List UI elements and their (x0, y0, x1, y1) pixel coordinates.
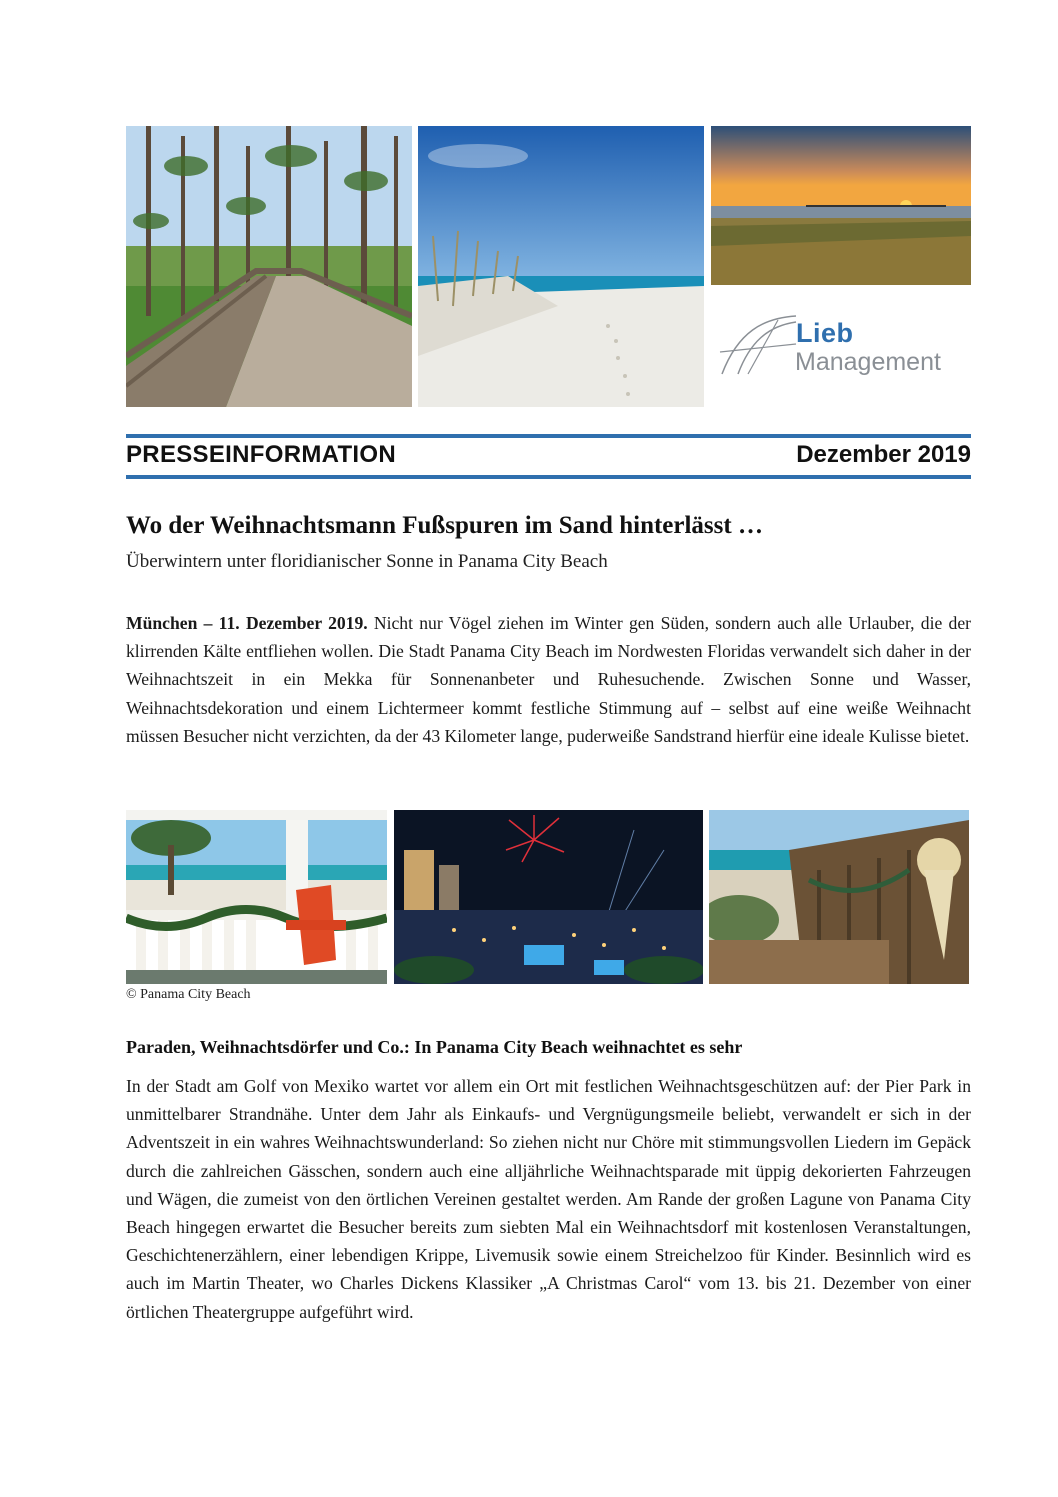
boardwalk-forest-photo (126, 126, 412, 407)
sunset-pier-photo (711, 126, 971, 285)
subheadline: Überwintern unter floridianischer Sonne in Panama City Beach (126, 551, 608, 572)
lieb-management-logo (718, 312, 968, 378)
header-rule-top (126, 434, 971, 438)
intro-text: Nicht nur Vögel ziehen im Winter gen Süden, sondern auch alle Urlauber, die der klirrenden Kälte entfliehen wollen. Die Stadt Panama City Beach im Nordwesten Floridas verwandelt sich daher in der Weihnachtszeit in ein Mekka für Sonnenanbeter und Ruhesuchende. Zwischen Sonne und Wasser, Weihnachtsdekoration und einem Lichtermeer kommt festliche Stimmung auf – selbst auf eine weiße Weihnacht müssen Besucher nicht verzichten, da der 43 Kilometer lange, puderweiße Sandstrand hierfür eine ideale Kulisse bietet. (126, 613, 971, 746)
decorated-railing-photo (709, 810, 969, 984)
white-sand-dune-photo (418, 126, 704, 407)
document-type-label: PRESSEINFORMATION (126, 441, 397, 468)
dateline: München – 11. Dezember 2019. (126, 613, 368, 633)
fireworks-night-photo (394, 810, 703, 984)
photo-caption: © Panama City Beach (126, 987, 251, 1002)
intro-paragraph (126, 609, 971, 750)
document-date: Dezember 2019 (796, 441, 971, 468)
logo-mark-icon (718, 312, 798, 378)
headline: Wo der Weihnachtsmann Fußspuren im Sand hinterlässt … (126, 512, 763, 539)
logo-text-primary: Lieb (796, 318, 854, 348)
logo-text-secondary: Management (795, 348, 941, 376)
section-paragraph: In der Stadt am Golf von Mexiko wartet vor allem ein Ort mit festlichen Weihnachtsgeschützen auf: der Pier Park in unmittelbarer Strandnähe. Unter dem Jahr als Einkaufs- und Vergnügungsmeile beliebt, verwandelt er sich in der Adventszeit in ein wahres Weihnachtswunderland: So ziehen nicht nur Chöre mit stimmungsvollen Liedern im Gepäck durch die zahlreichen Gässchen, sondern auch eine alljährliche Weihnachtsparade mit üppig dekorierten Fahrzeugen und Wägen, die zumeist von den örtlichen Vereinen gestaltet werden. Am Rande der großen Lagune von Panama City Beach hingegen erwartet die Besucher bereits zum siebten Mal ein Weihnachtsdorf mit kostenlosen Veranstaltungen, Geschichtenerzählern, einer lebendigen Krippe, Livemusik sowie einem Streichelzoo für Kinder. Besinnlich wird es auch im Martin Theater, wo Charles Dickens Klassiker „A Christmas Carol“ vom 13. bis 21. Dezember von einer örtlichen Theatergruppe aufgeführt wird. (126, 1076, 971, 1322)
porch-chair-garland-photo (126, 810, 387, 984)
header-rule-bottom (126, 475, 971, 479)
section-heading: Paraden, Weihnachtsdörfer und Co.: In Panama City Beach weihnachtet es sehr (126, 1037, 743, 1057)
